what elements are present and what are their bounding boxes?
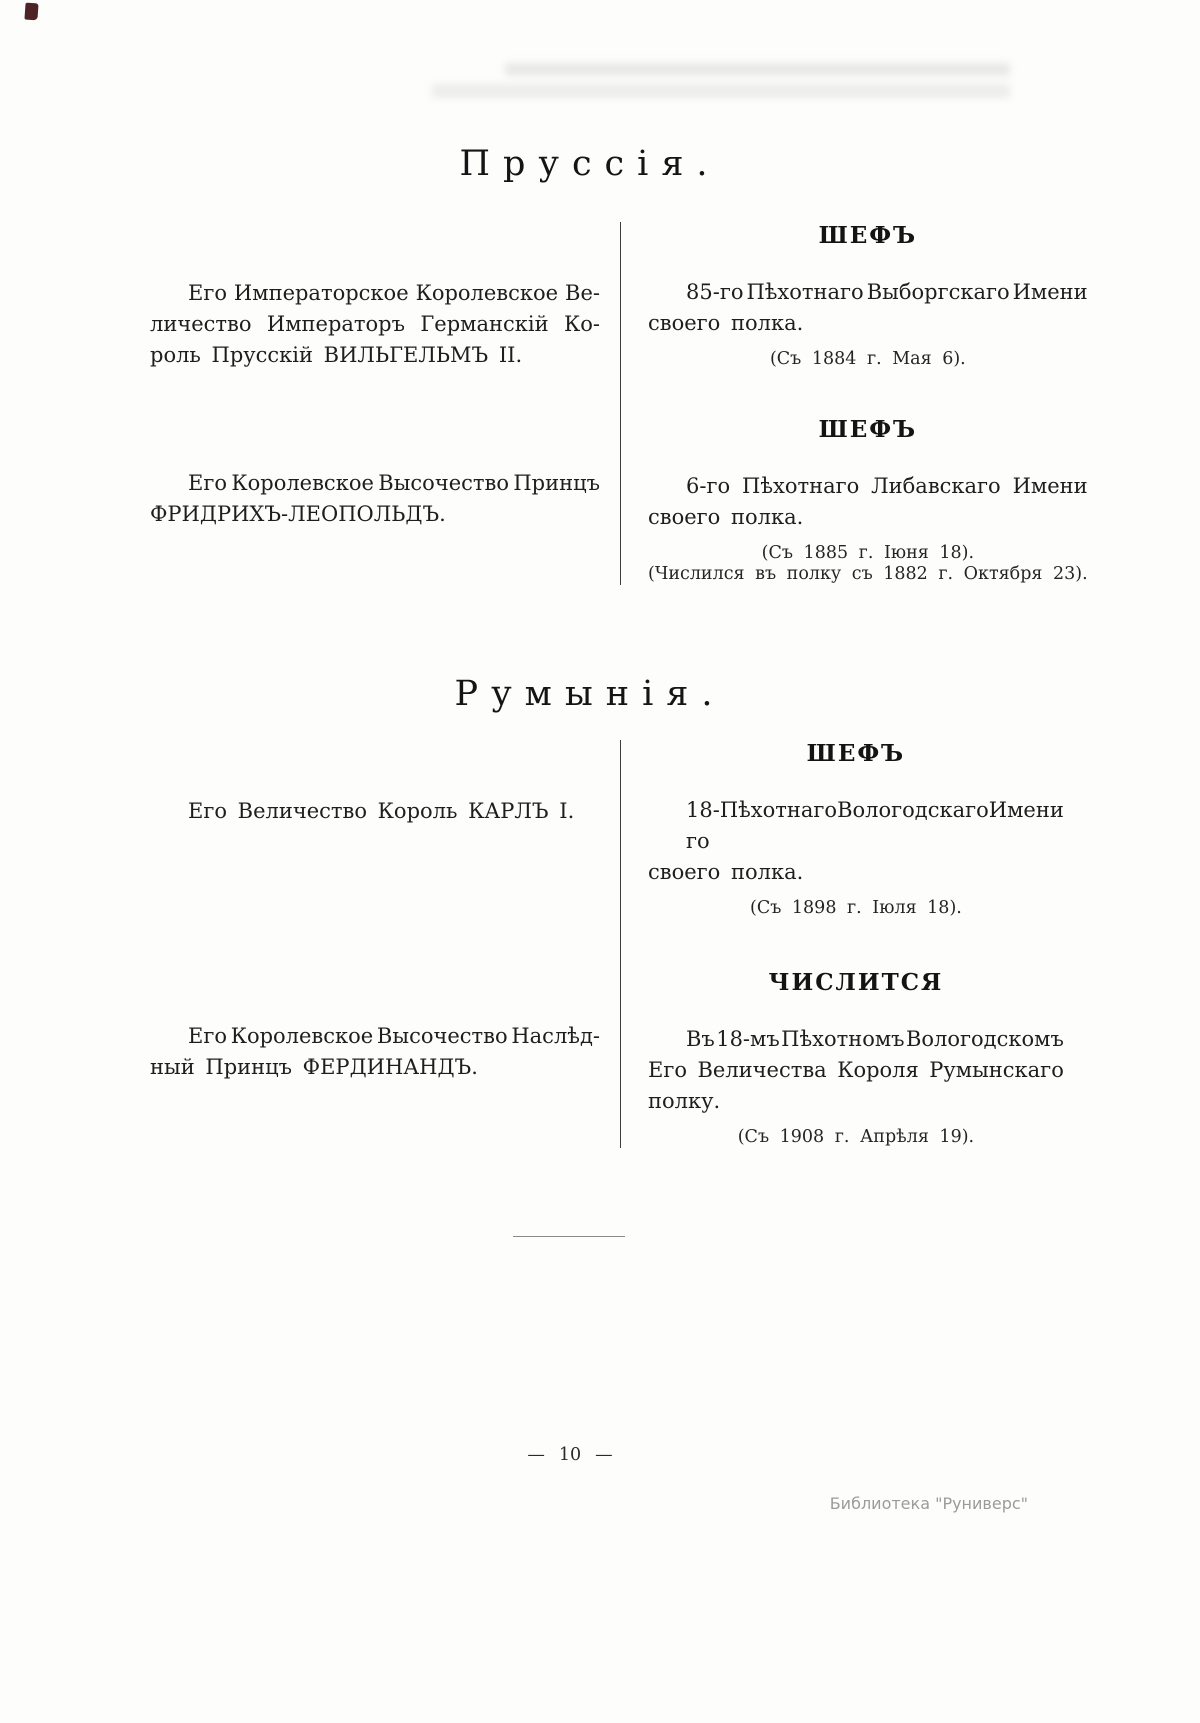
person-name-text: Его Королевское Высочество Принцъ ФРИДРИХЪ-ЛЕОПОЛЬДЪ. — [150, 471, 600, 526]
role-header: ЧИСЛИТСЯ — [768, 969, 944, 996]
appointment-dates — [648, 1127, 1064, 1148]
regiment-text: Въ 18-мъ Пѣхотномъ Вологодскомъ Его Величества Короля Румынскаго полку. — [648, 1027, 1064, 1113]
section-title-romania: Румынія. — [454, 674, 726, 714]
page-number-dash: — — [527, 1445, 545, 1465]
section-title-prussia: Пруссія. — [459, 144, 721, 184]
scan-corner-mark — [24, 3, 38, 21]
date-line: (Съ 1898 г. Іюля 18). — [750, 898, 962, 918]
person-name-text: Его Величество Король КАРЛЪ I. — [188, 799, 575, 823]
page-number-value: 10 — [558, 1445, 582, 1465]
page-number — [130, 1445, 1010, 1465]
role-header: ШЕФЪ — [806, 740, 906, 767]
regiment-text: 6-го Пѣхотнаго Либавскаго Имени своего полка. — [648, 474, 1088, 529]
page-number-dash: — — [595, 1445, 613, 1465]
appointment-block — [620, 222, 1088, 416]
appointment-block — [620, 740, 1064, 969]
appointment-block — [620, 969, 1064, 1148]
regiment-text: 18-го Пѣхотнаго Вологодскаго Имени своего полка. — [648, 798, 1064, 884]
section-end-rule — [513, 1236, 625, 1237]
appointment-dates — [648, 349, 1088, 370]
role-header: ШЕФЪ — [818, 416, 918, 443]
page-content — [150, 0, 1088, 1465]
appointment-block — [620, 416, 1088, 585]
person-paragraph — [150, 222, 620, 416]
date-line: (Съ 1908 г. Апрѣля 19). — [737, 1127, 975, 1147]
section-romania — [150, 740, 1064, 1148]
section-prussia — [150, 222, 1088, 585]
appointment-dates — [648, 898, 1064, 919]
person-paragraph — [150, 740, 620, 969]
date-note-line: (Числился въ полку съ 1882 г. Октября 23). — [648, 564, 1088, 584]
person-name-text: Его Императорское Королевское Ве- личество Императоръ Германскій Ко- роль Прусскій ВИЛЬГЕЛЬМЪ II. — [150, 281, 600, 367]
person-paragraph — [150, 969, 620, 1148]
date-line: (Съ 1884 г. Мая 6). — [769, 349, 966, 369]
library-watermark: Библиотека "Руниверс" — [829, 1494, 1028, 1513]
person-name-text: Его Королевское Высочество Наслѣд- ный Принцъ ФЕРДИНАНДЪ. — [150, 1024, 600, 1079]
role-header: ШЕФЪ — [818, 222, 918, 249]
person-paragraph — [150, 416, 620, 585]
date-line: (Съ 1885 г. Іюня 18). — [761, 543, 975, 563]
regiment-text: 85-го Пѣхотнаго Выборгскаго Имени своего полка. — [648, 280, 1088, 335]
appointment-dates — [648, 543, 1088, 585]
